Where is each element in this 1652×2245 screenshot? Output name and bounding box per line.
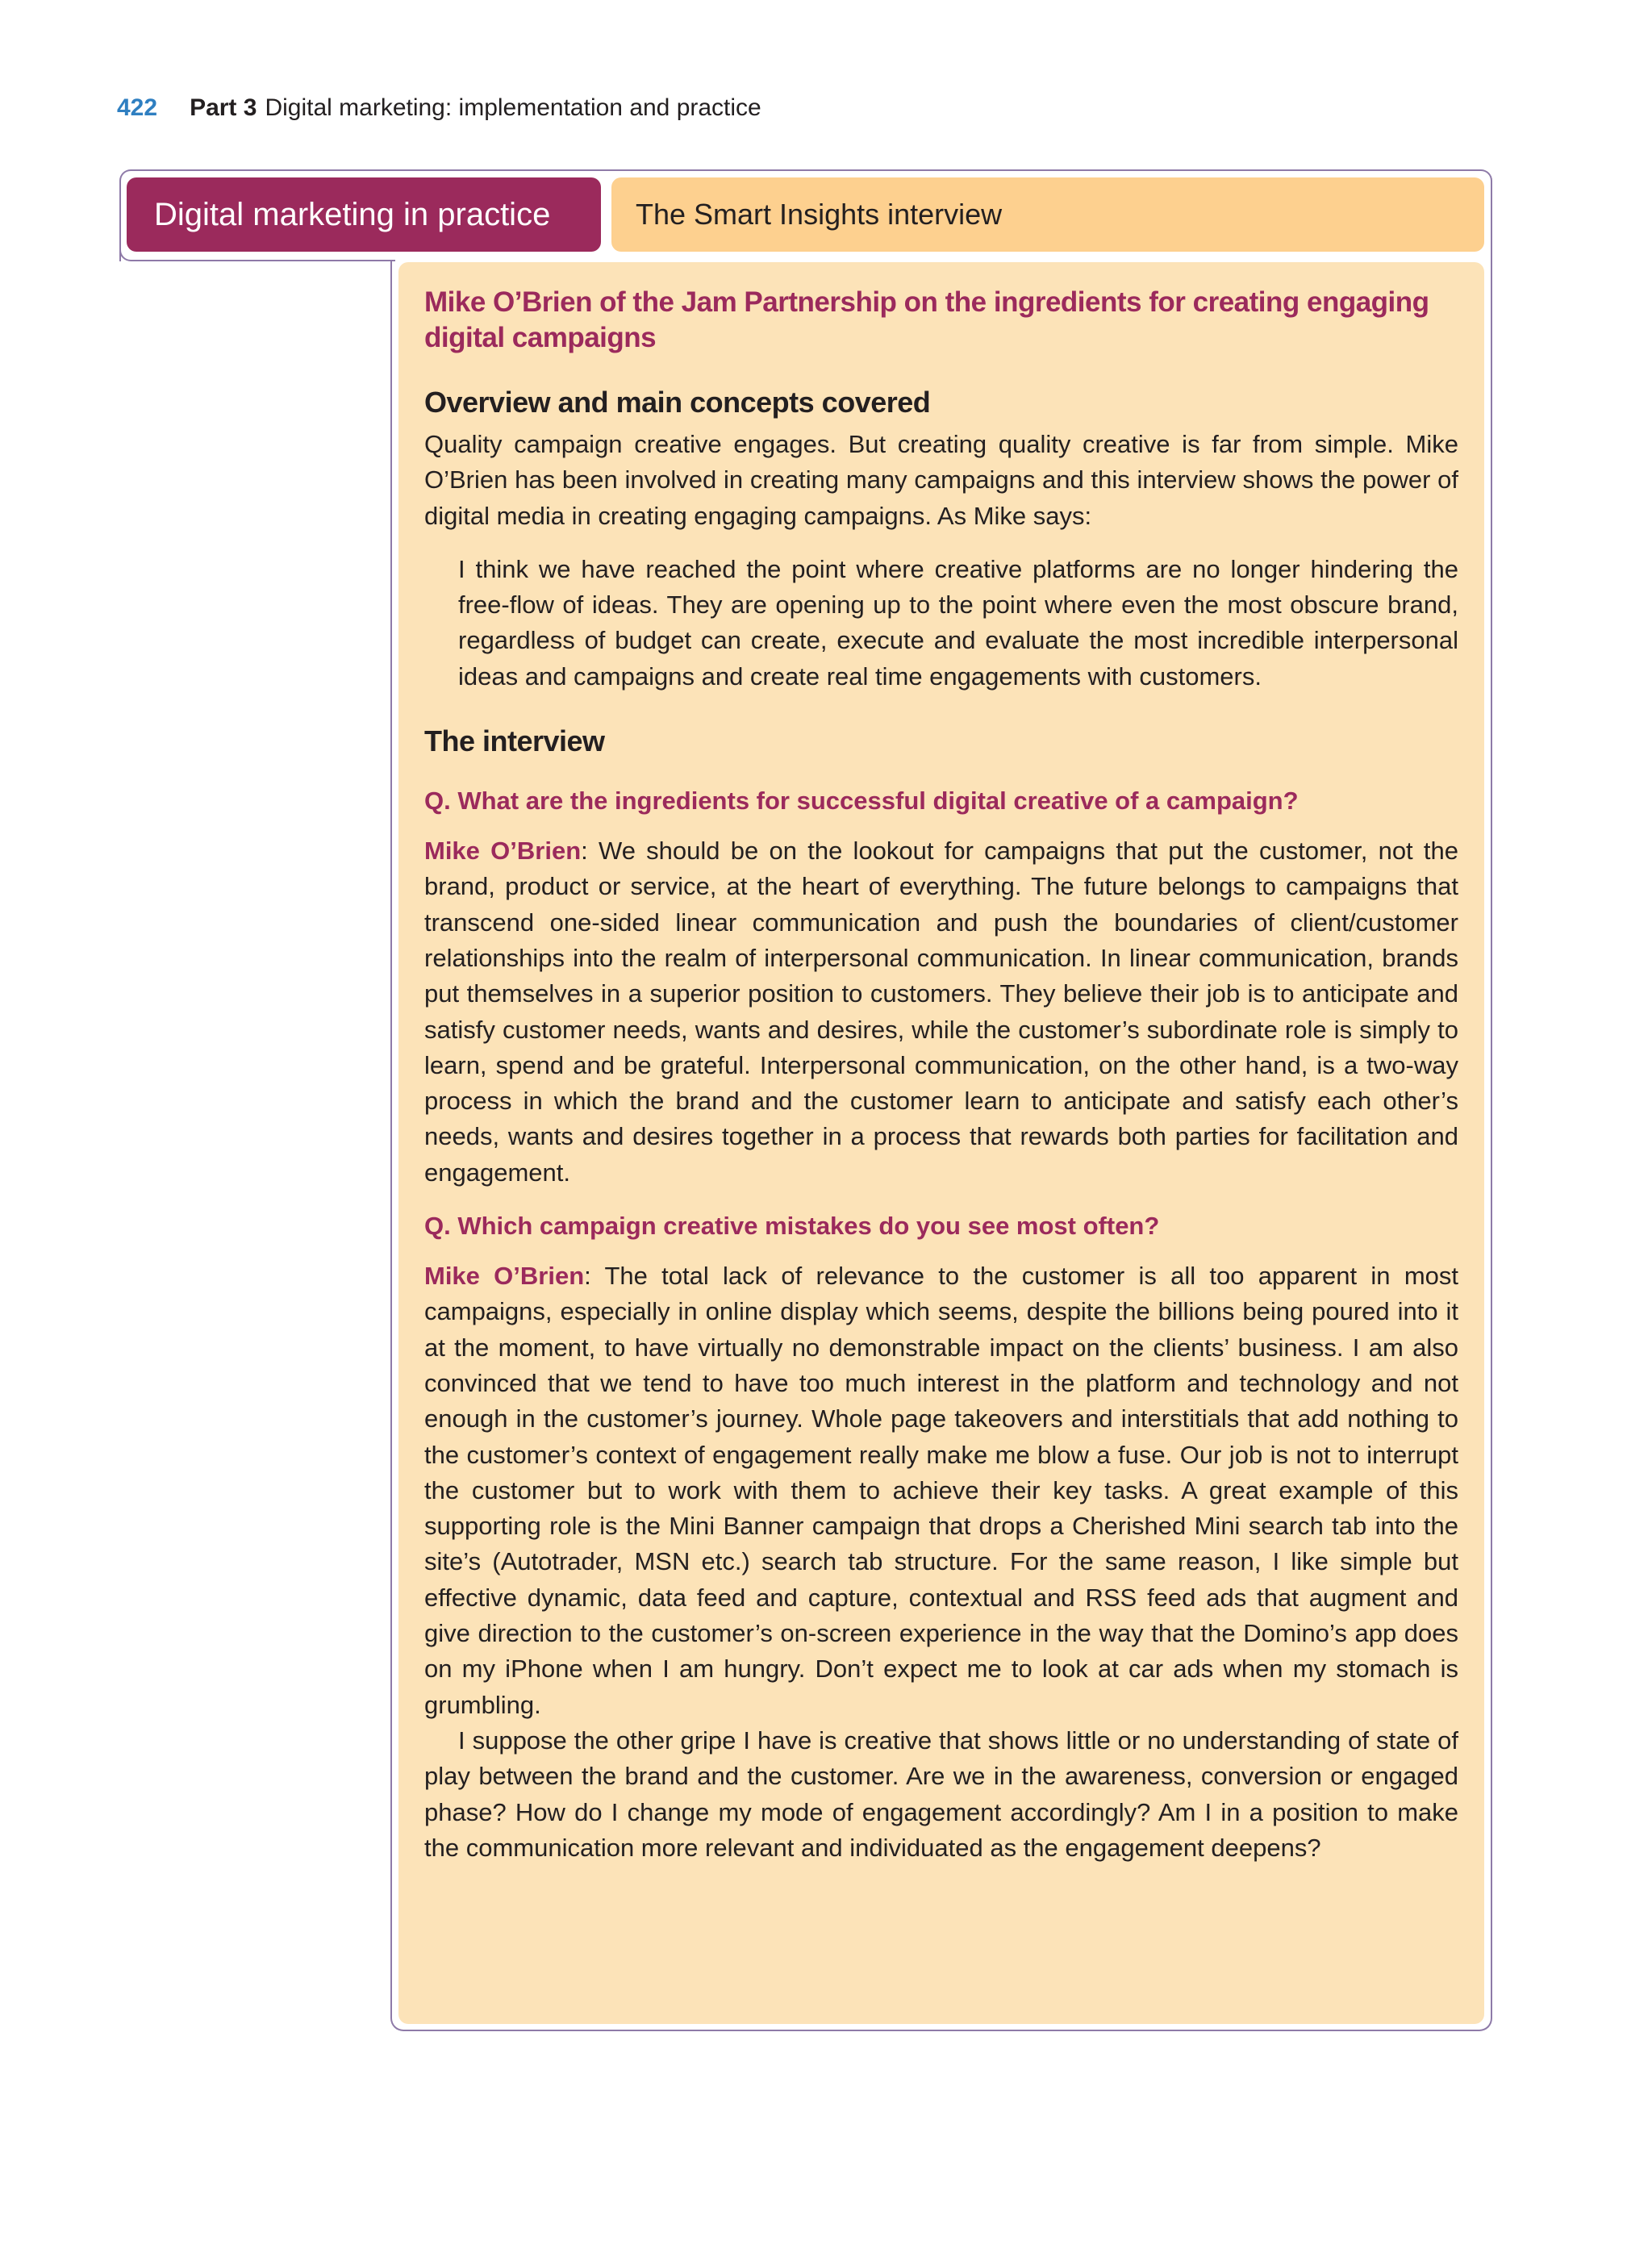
answer-2-continued: I suppose the other gripe I have is creative that shows little or no understanding of state of play between the brand and the customer. Are we in the awareness, conversion or engaged phase? How do I change my mode of engagement accordingly? Am I in a position to make the communication more relevant and individuated as the engagement deepens?	[424, 1725, 1458, 1862]
overview-paragraph: Quality campaign creative engages. But creating quality creative is far from simple. Mike O’Brien has been involved in creating many campaigns and this interview shows the power of digital media in creating engaging campaigns. As Mike says:	[424, 430, 1458, 530]
article-title: Mike O’Brien of the Jam Partnership on the ingredients for creating engaging digital campaigns	[424, 286, 1429, 353]
answer-2-text: : The total lack of relevance to the customer is all too apparent in most campaigns, especially in online display which seems, despite the billions being poured into it at the moment, to have virtually no demonstrable impact on the clients’ business. I am also convinced that we tend to have too much interest in the platform and technology and not enough in the customer’s journey. Whole page takeovers and interstitials that add nothing to the customer’s context of engagement really make me blow a fuse. Our job is not to interrupt the customer but to work with them to achieve their key tasks. A great example of this supporting role is the Mini Banner campaign that drops a Cherished Mini search tab into the site’s (Autotrader, MSN etc.) search tab structure. For the same reason, I like simple but effective dynamic, data feed and capture, contextual and RSS feed ads that augment and give direction to the customer’s on-screen experience in the way that the Domino’s app does on my iPhone when I am hungry. Don’t expect me to look at car ads when my stomach is grumbling.	[424, 1262, 1458, 1719]
page-number: 422	[117, 94, 158, 121]
interview-heading: The interview	[424, 724, 605, 758]
answer-2	[424, 1258, 1458, 1723]
answer-1-text: : We should be on the lookout for campaigns that put the customer, not the brand, product or service, at the heart of everything. The future belongs to campaigns that transcend one-sided linear communication and push the boundaries of client/customer relationships into the realm of interpersonal communication. In linear communication, brands put themselves in a superior position to customers. They believe their job is to anticipate and satisfy customer needs, wants and desires, while the customer’s subordinate role is simply to learn, spend and be grateful. Interpersonal communication, on the other hand, is a two-way process in which the brand and the customer learn to anticipate and satisfy each other’s needs, wants and desires together in a process that rewards both parties for facilitation and engagement.	[424, 837, 1459, 1187]
running-head	[117, 92, 761, 124]
pull-quote: I think we have reached the point where creative platforms are no longer hindering the free-flow of ideas. They are opening up to the point where even the most obscure brand, regardless of budget can create, execute and evaluate the most incredible interpersonal ideas and campaigns and create real time engagements with customers.	[458, 554, 1458, 691]
section-title: Digital marketing: implementation and practice	[265, 94, 761, 121]
box-frame-hook	[119, 250, 395, 261]
overview-heading: Overview and main concepts covered	[424, 386, 931, 419]
question-2: Q. Which campaign creative mistakes do you see most often?	[424, 1212, 1160, 1241]
interview-content	[398, 262, 1484, 2024]
question-1: Q. What are the ingredients for successful digital creative of a campaign?	[424, 787, 1299, 816]
feature-tab: Digital marketing in practice	[127, 177, 601, 252]
part-label: Part 3	[190, 94, 257, 121]
feature-subtitle-tab: The Smart Insights interview	[611, 177, 1484, 252]
speaker-name: Mike O’Brien	[424, 837, 582, 866]
speaker-name: Mike O’Brien	[424, 1262, 585, 1291]
answer-1	[424, 833, 1458, 1191]
